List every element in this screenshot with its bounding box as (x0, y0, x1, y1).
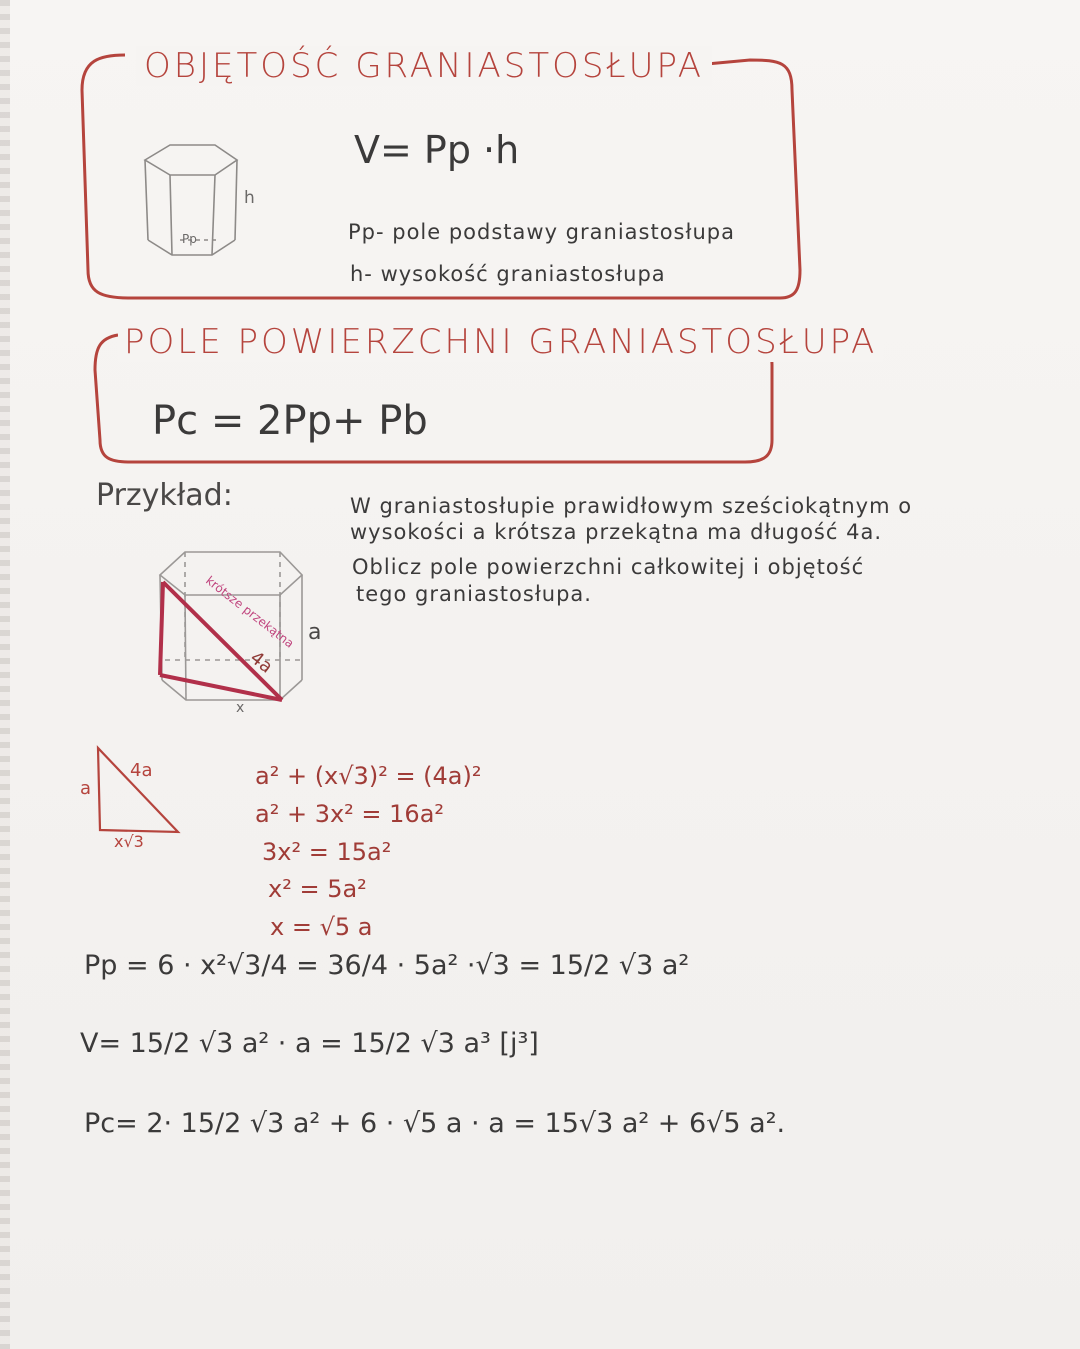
surface-title: POLE POWIERZCHNI GRANIASTOSŁUPA (118, 322, 883, 362)
figure-label-h: h (244, 188, 255, 208)
figure-label-4a: 4a (245, 647, 277, 678)
definition-pp: Pp- pole podstawy graniastosłupa (348, 220, 735, 244)
step-3: 3x² = 15a² (262, 838, 392, 866)
figure-label-pp: Pp (182, 232, 197, 246)
result-base-area: Pp = 6 · x²√3/4 = 36/4 · 5a² ·√3 = 15/2 √3 a² (84, 950, 690, 981)
result-total-surface: Pc= 2· 15/2 √3 a² + 6 · √5 a · a = 15√3 a² + 6√5 a². (84, 1108, 786, 1139)
step-5: x = √5 a (270, 913, 373, 941)
example-label: Przykład: (96, 478, 233, 513)
example-text-line4: tego graniastosłupa. (356, 582, 592, 606)
definition-h: h- wysokość graniastosłupa (350, 262, 666, 286)
diagonal-label: krótsze przekątna (203, 573, 297, 651)
figure-label-x: x (236, 700, 245, 716)
triangle-side-a: a (80, 778, 92, 799)
volume-formula: V= Pp ·h (354, 128, 520, 172)
step-2: a² + 3x² = 16a² (255, 800, 445, 828)
step-4: x² = 5a² (268, 875, 367, 903)
example-text-line1: W graniastosłupie prawidłowym sześciokątnym o (350, 494, 913, 518)
figure-label-a: a (308, 620, 322, 645)
volume-title: OBJĘTOŚĆ GRANIASTOSŁUPA (136, 46, 712, 86)
result-volume: V= 15/2 √3 a² · a = 15/2 √3 a³ [j³] (80, 1028, 539, 1059)
surface-formula: Pc = 2Pp+ Pb (152, 398, 428, 444)
example-text-line3: Oblicz pole powierzchni całkowitej i objętość (352, 555, 865, 579)
triangle-hypotenuse: 4a (130, 760, 153, 781)
triangle-base: x√3 (114, 832, 144, 851)
step-1: a² + (x√3)² = (4a)² (255, 762, 482, 790)
example-text-line2: wysokości a krótsza przekątna ma długość 4a. (350, 520, 882, 544)
